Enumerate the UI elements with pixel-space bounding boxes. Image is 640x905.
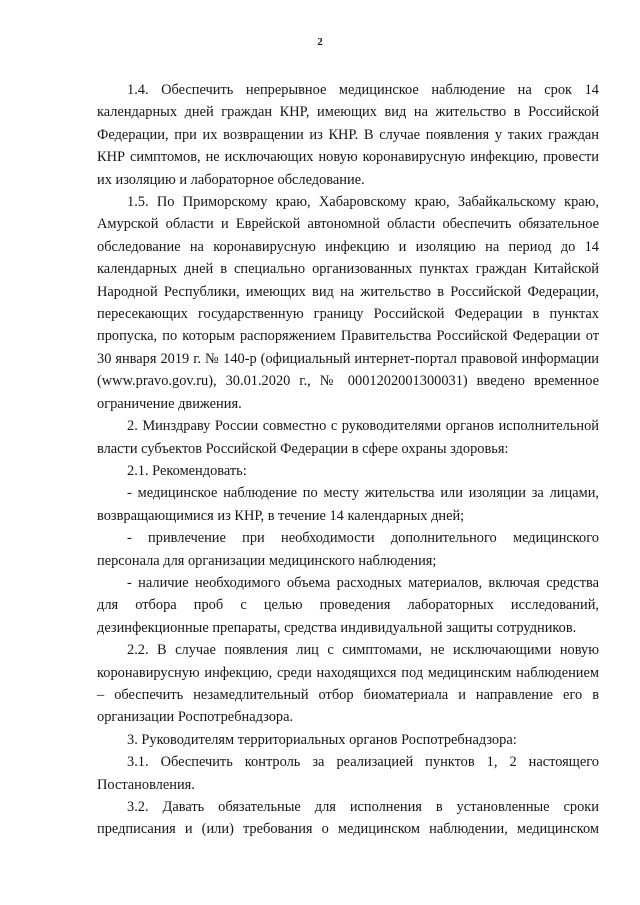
- page-number: 2: [317, 36, 323, 48]
- list-item-additional-staff: - привлечение при необходимости дополнительного медицинского персонала для организации медицинского наблюдения;: [97, 530, 599, 569]
- paragraph-2-2: 2.2. В случае появления лиц с симптомами, не исключающими новую коронавирусную инфекцию, среди находящихся под медицинским наблюдением – обеспечить незамедлительный отбор биоматериала и направление его в организации Роспотребнадзора.: [97, 642, 599, 726]
- paragraph-1-4: 1.4. Обеспечить непрерывное медицинское наблюдение на срок 14 календарных дней граждан КНР, имеющих вид на жительство в Российской Федерации, при их возвращении из КНР. В случае появления у таких граждан КНР симптомов, не исключающих новую коронавирусную инфекцию, провести их изоляцию и лабораторное обследование.: [97, 82, 599, 188]
- paragraph-2: 2. Минздраву России совместно с руководителями органов исполнительной власти субъектов Российской Федерации в сфере охраны здоровья:: [97, 418, 599, 457]
- list-item-medical-observation: - медицинское наблюдение по месту жительства или изоляции за лицами, возвращающимися из КНР, в течение 14 календарных дней;: [97, 485, 599, 524]
- paragraph-3: 3. Руководителям территориальных органов Роспотребнадзора:: [127, 731, 517, 748]
- paragraph-1-5: 1.5. По Приморскому краю, Хабаровскому краю, Забайкальскому краю, Амурской области и Еврейской автономной области обеспечить обязательное обследование на коронавирусную инфекцию и изоляцию на период до 14 календарных дней в специально организованных пунктах граждан Китайской Народной Республики, имеющих вид на жительство в Российской Федерации, пересекающих государственную границу Российской Федерации в пунктах пропуска, по которым распоряжением Правительства Российской Федерации от 30 января 2019 г. № 140-р (официальный интернет-портал правовой информации (www.pravo.gov.ru), 30.01.2020 г., № 0001202001300031) введено временное ограничение движения.: [97, 194, 599, 412]
- paragraph-3-1: 3.1. Обеспечить контроль за реализацией пунктов 1, 2 настоящего Постановления.: [97, 754, 599, 793]
- paragraph-3-2: 3.2. Давать обязательные для исполнения в установленные сроки предписания и (или) требования о медицинском наблюдении, медицинском: [97, 799, 599, 838]
- document-body: [97, 79, 599, 841]
- list-item-supplies: - наличие необходимого объема расходных материалов, включая средства для отбора проб с целью проведения лабораторных исследований, дезинфекционные препараты, средства индивидуальной защиты сотрудников.: [97, 574, 599, 636]
- paragraph-2-1: 2.1. Рекомендовать:: [127, 462, 247, 479]
